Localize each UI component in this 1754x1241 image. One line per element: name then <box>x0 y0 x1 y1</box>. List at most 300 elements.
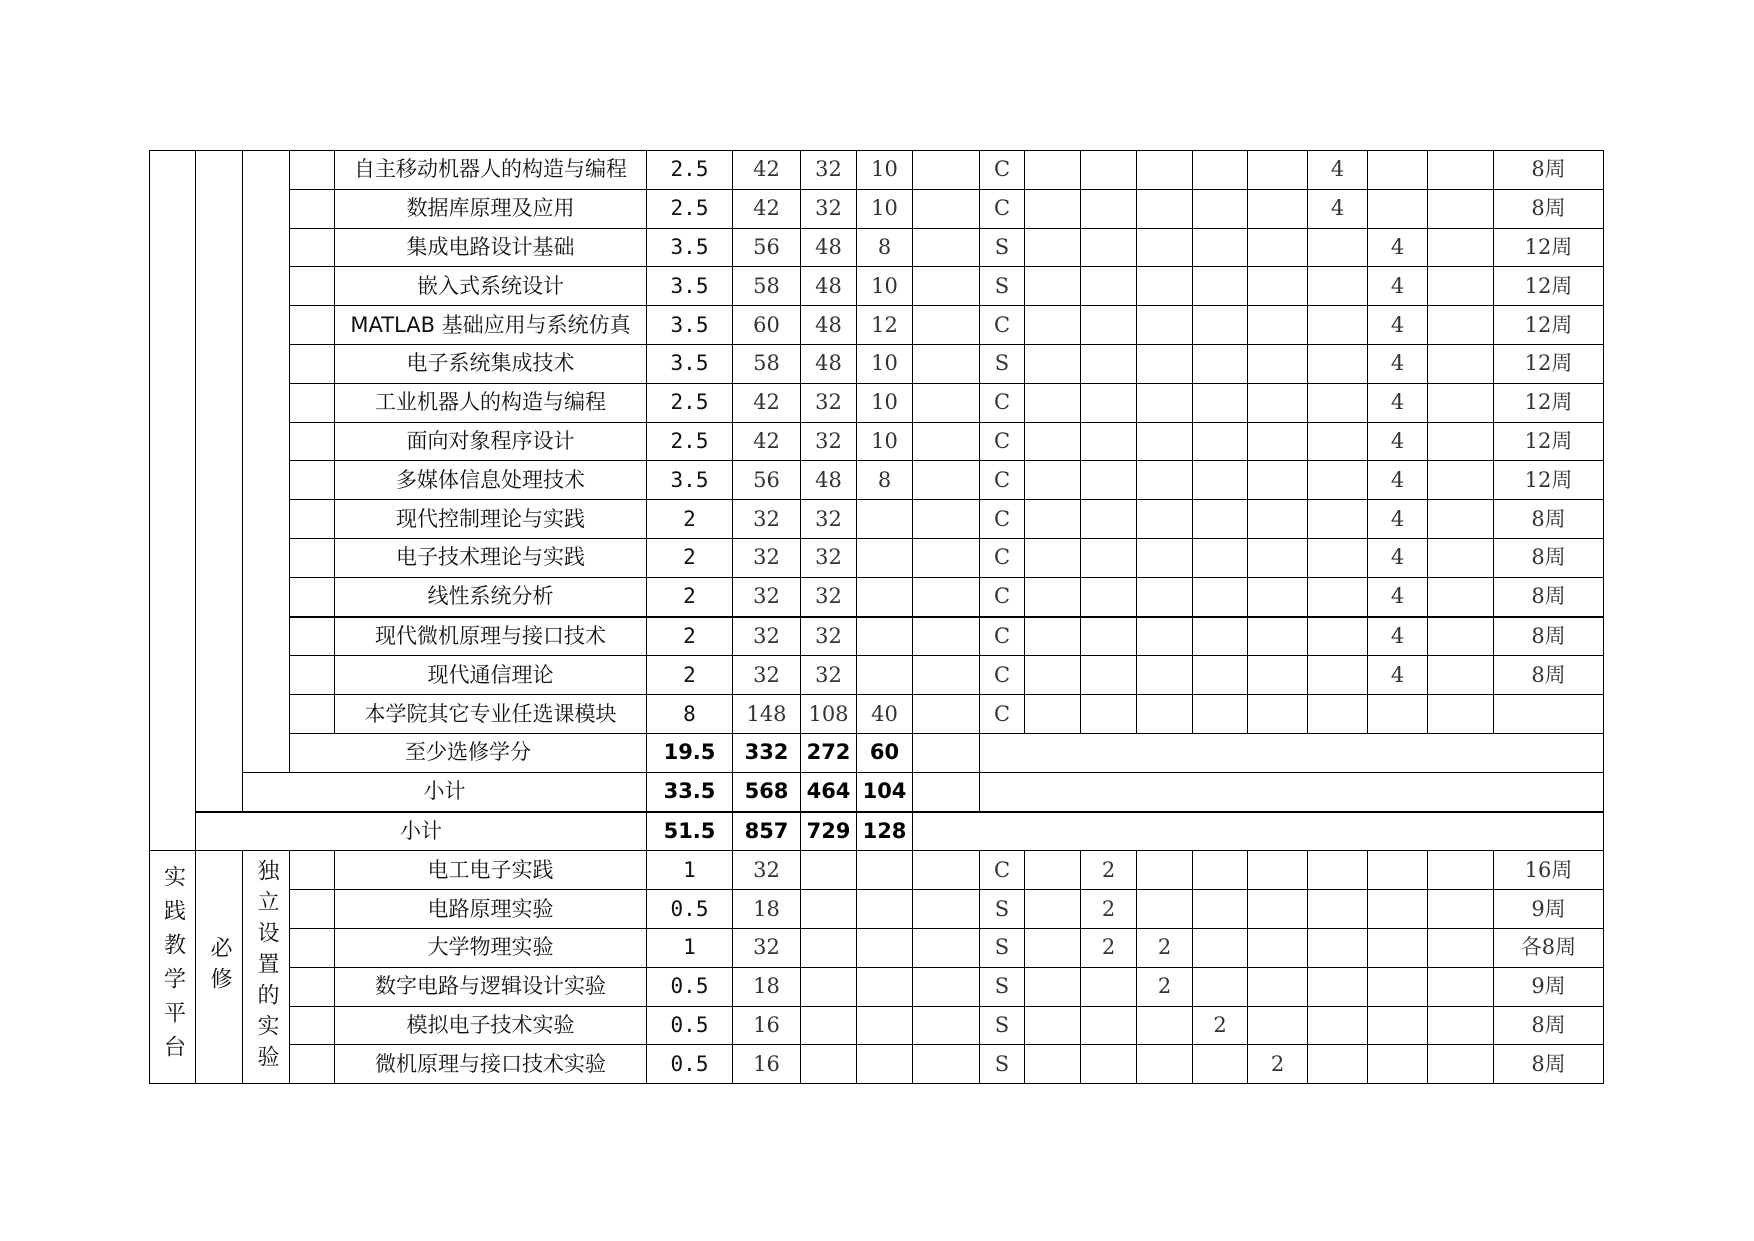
lecture-hours <box>801 928 857 967</box>
blank-cell <box>913 151 980 190</box>
total-hours: 16 <box>733 1006 801 1045</box>
lecture-hours: 32 <box>801 189 857 228</box>
total-hours: 32 <box>733 928 801 967</box>
weeks <box>1494 695 1604 734</box>
blank-cell <box>913 461 980 500</box>
semester-cell: 4 <box>1368 306 1428 345</box>
semester-cell <box>1248 928 1308 967</box>
semester-cell <box>1193 695 1248 734</box>
lab-hours: 104 <box>857 772 913 811</box>
total-hours: 32 <box>733 538 801 577</box>
semester-cell <box>1428 228 1494 267</box>
table-row <box>150 344 1604 383</box>
total-hours: 332 <box>733 733 801 772</box>
semester-cell <box>1308 1006 1368 1045</box>
semester-cell <box>1025 967 1081 1006</box>
practice-row <box>150 851 1604 890</box>
semester-cell <box>1025 151 1081 190</box>
table-row <box>150 656 1604 695</box>
lab-hours: 10 <box>857 383 913 422</box>
semester-cell <box>1428 306 1494 345</box>
table-row <box>150 151 1604 190</box>
weeks: 12周 <box>1494 461 1604 500</box>
weeks: 8周 <box>1494 538 1604 577</box>
semester-cell <box>1308 500 1368 539</box>
lab-hours: 12 <box>857 306 913 345</box>
lab-hours <box>857 538 913 577</box>
weeks: 16周 <box>1494 851 1604 890</box>
assessment-type: C <box>980 577 1025 616</box>
assessment-type: S <box>980 890 1025 929</box>
semester-cell: 4 <box>1368 461 1428 500</box>
semester-cell <box>1308 617 1368 656</box>
table-row <box>150 189 1604 228</box>
lab-hours <box>857 890 913 929</box>
course-name: 工业机器人的构造与编程 <box>335 383 647 422</box>
assessment-type: C <box>980 383 1025 422</box>
lecture-hours: 464 <box>801 772 857 811</box>
semester-cell <box>1137 538 1193 577</box>
lecture-hours: 32 <box>801 656 857 695</box>
practice-row <box>150 1006 1604 1045</box>
semester-cell <box>1081 1045 1137 1084</box>
min-elective-label: 至少选修学分 <box>290 733 647 772</box>
credit: 1 <box>647 928 733 967</box>
category-label: 独立设置的实验 <box>254 858 279 1076</box>
lecture-hours: 32 <box>801 500 857 539</box>
blank-cell <box>913 1045 980 1084</box>
total-hours: 58 <box>733 267 801 306</box>
weeks: 8周 <box>1494 500 1604 539</box>
semester-cell <box>1428 851 1494 890</box>
lab-hours <box>857 967 913 1006</box>
blank-cell <box>913 189 980 228</box>
curriculum-table <box>149 150 1604 1084</box>
semester-cell <box>1193 928 1248 967</box>
credit: 33.5 <box>647 772 733 811</box>
semester-cell <box>1248 967 1308 1006</box>
semester-cell <box>1193 967 1248 1006</box>
semester-cell <box>1137 306 1193 345</box>
table-row <box>150 500 1604 539</box>
semester-cell <box>1308 267 1368 306</box>
semester-cell <box>1025 461 1081 500</box>
blank-cell <box>913 656 980 695</box>
semester-cell <box>1081 228 1137 267</box>
blank-cell <box>913 538 980 577</box>
semester-cell <box>1081 189 1137 228</box>
lecture-hours: 48 <box>801 267 857 306</box>
semester-cell <box>1193 851 1248 890</box>
course-name: 电子系统集成技术 <box>335 344 647 383</box>
total-hours: 32 <box>733 617 801 656</box>
credit: 2 <box>647 656 733 695</box>
blank-cell <box>913 695 980 734</box>
semester-cell <box>1248 422 1308 461</box>
blank-cell <box>290 1045 335 1084</box>
lab-hours: 10 <box>857 267 913 306</box>
semester-cell: 4 <box>1368 267 1428 306</box>
blank-cell <box>913 772 980 811</box>
assessment-type: S <box>980 267 1025 306</box>
semester-cell <box>1025 383 1081 422</box>
semester-cell <box>1081 656 1137 695</box>
assessment-type: C <box>980 422 1025 461</box>
semester-cell: 4 <box>1368 228 1428 267</box>
weeks: 8周 <box>1494 189 1604 228</box>
lab-hours <box>857 656 913 695</box>
semester-cell <box>1428 461 1494 500</box>
semester-cell <box>1248 1006 1308 1045</box>
total-hours: 32 <box>733 500 801 539</box>
semester-cell <box>1025 228 1081 267</box>
credit: 0.5 <box>647 967 733 1006</box>
semester-cell <box>1025 656 1081 695</box>
lecture-hours: 48 <box>801 461 857 500</box>
lab-hours <box>857 577 913 616</box>
subtotal-label: 小计 <box>196 812 647 851</box>
semester-cell <box>1193 500 1248 539</box>
course-name: 面向对象程序设计 <box>335 422 647 461</box>
practice-row <box>150 890 1604 929</box>
blank-cell <box>290 1006 335 1045</box>
semester-cell <box>1137 383 1193 422</box>
semester-cell <box>1081 383 1137 422</box>
lab-hours: 8 <box>857 228 913 267</box>
semester-cell <box>1248 461 1308 500</box>
weeks: 8周 <box>1494 1006 1604 1045</box>
required-label-cell <box>196 851 243 1084</box>
blank-cell <box>913 890 980 929</box>
blank-cell <box>913 267 980 306</box>
semester-cell <box>1081 267 1137 306</box>
blank-cell <box>290 267 335 306</box>
semester-cell <box>1081 422 1137 461</box>
blank-cell <box>290 851 335 890</box>
weeks: 12周 <box>1494 422 1604 461</box>
semester-cell <box>1368 967 1428 1006</box>
semester-cell <box>1081 151 1137 190</box>
lecture-hours <box>801 851 857 890</box>
credit: 3.5 <box>647 344 733 383</box>
lab-hours: 10 <box>857 344 913 383</box>
semester-cell: 2 <box>1248 1045 1308 1084</box>
weeks: 9周 <box>1494 890 1604 929</box>
semester-cell <box>1428 344 1494 383</box>
semester-cell <box>1428 617 1494 656</box>
semester-cell <box>1081 967 1137 1006</box>
lab-hours <box>857 617 913 656</box>
total-hours: 32 <box>733 851 801 890</box>
semester-cell <box>1428 656 1494 695</box>
semester-cell <box>1248 306 1308 345</box>
semester-cell <box>1081 344 1137 383</box>
blank-cell <box>913 306 980 345</box>
semester-cell <box>1368 1045 1428 1084</box>
semester-cell: 4 <box>1368 656 1428 695</box>
lecture-hours <box>801 890 857 929</box>
blank-cell <box>913 500 980 539</box>
practice-row <box>150 1045 1604 1084</box>
semester-cell <box>1081 500 1137 539</box>
course-name: 自主移动机器人的构造与编程 <box>335 151 647 190</box>
practice-row <box>150 967 1604 1006</box>
lab-hours: 40 <box>857 695 913 734</box>
semester-cell <box>1368 1006 1428 1045</box>
total-hours: 568 <box>733 772 801 811</box>
platform-label: 实践教学平台 <box>160 865 186 1070</box>
lecture-hours <box>801 1006 857 1045</box>
semester-cell <box>1428 928 1494 967</box>
semester-cell <box>1193 151 1248 190</box>
total-hours: 58 <box>733 344 801 383</box>
subtotal-label: 小计 <box>243 772 647 811</box>
semester-cell <box>1193 461 1248 500</box>
lab-hours <box>857 1045 913 1084</box>
lecture-hours: 48 <box>801 344 857 383</box>
semester-cell <box>1428 500 1494 539</box>
semester-cell <box>1193 617 1248 656</box>
assessment-type: C <box>980 461 1025 500</box>
assessment-type: C <box>980 617 1025 656</box>
lecture-hours: 108 <box>801 695 857 734</box>
semester-cell <box>1137 500 1193 539</box>
table-row <box>150 228 1604 267</box>
table-row <box>150 267 1604 306</box>
blank-cell <box>290 928 335 967</box>
weeks: 8周 <box>1494 656 1604 695</box>
assessment-type: S <box>980 344 1025 383</box>
semester-cell <box>1368 890 1428 929</box>
semester-cell <box>1193 1045 1248 1084</box>
course-name: 现代通信理论 <box>335 656 647 695</box>
semester-cell <box>1308 695 1368 734</box>
lecture-hours: 272 <box>801 733 857 772</box>
semester-cell <box>1081 695 1137 734</box>
credit: 2 <box>647 577 733 616</box>
total-hours: 56 <box>733 228 801 267</box>
blank-cell <box>913 577 980 616</box>
course-name: 多媒体信息处理技术 <box>335 461 647 500</box>
semester-cell <box>1025 695 1081 734</box>
semester-cell <box>1025 890 1081 929</box>
credit: 8 <box>647 695 733 734</box>
min-elective-row <box>150 733 1604 772</box>
semester-cell <box>1248 656 1308 695</box>
semester-cell <box>1308 461 1368 500</box>
semester-cell <box>1428 577 1494 616</box>
blank-cell <box>290 967 335 1006</box>
blank-cell <box>913 812 1604 851</box>
semester-cell <box>1025 617 1081 656</box>
semester-cell <box>1428 538 1494 577</box>
course-name: 集成电路设计基础 <box>335 228 647 267</box>
lab-hours: 8 <box>857 461 913 500</box>
table-row <box>150 461 1604 500</box>
lecture-hours: 32 <box>801 383 857 422</box>
blank-cell <box>290 383 335 422</box>
total-hours: 16 <box>733 1045 801 1084</box>
credit: 2.5 <box>647 422 733 461</box>
lab-hours <box>857 500 913 539</box>
course-name: 微机原理与接口技术实验 <box>335 1045 647 1084</box>
credit: 3.5 <box>647 306 733 345</box>
semester-cell <box>1248 500 1308 539</box>
practice-row <box>150 928 1604 967</box>
weeks: 12周 <box>1494 383 1604 422</box>
semester-cell <box>1248 344 1308 383</box>
table-row <box>150 617 1604 656</box>
semester-cell <box>1428 890 1494 929</box>
lecture-hours: 32 <box>801 538 857 577</box>
semester-cell <box>1248 890 1308 929</box>
semester-cell <box>1428 422 1494 461</box>
semester-cell <box>1248 151 1308 190</box>
table-row <box>150 422 1604 461</box>
total-hours: 56 <box>733 461 801 500</box>
assessment-type: C <box>980 189 1025 228</box>
semester-cell: 4 <box>1308 189 1368 228</box>
course-name: 嵌入式系统设计 <box>335 267 647 306</box>
credit: 0.5 <box>647 1006 733 1045</box>
semester-cell <box>1308 538 1368 577</box>
semester-cell <box>1193 656 1248 695</box>
semester-cell <box>1025 422 1081 461</box>
assessment-type: C <box>980 538 1025 577</box>
lecture-hours <box>801 1045 857 1084</box>
course-name: 电路原理实验 <box>335 890 647 929</box>
weeks: 12周 <box>1494 228 1604 267</box>
weeks: 8周 <box>1494 577 1604 616</box>
type-cell-upper <box>196 151 243 812</box>
semester-cell <box>1081 1006 1137 1045</box>
semester-cell <box>1193 189 1248 228</box>
semester-cell: 4 <box>1368 383 1428 422</box>
category-label-cell <box>243 851 290 1084</box>
weeks: 9周 <box>1494 967 1604 1006</box>
semester-cell <box>1025 189 1081 228</box>
blank-cell <box>290 228 335 267</box>
semester-cell <box>1308 422 1368 461</box>
lab-hours: 10 <box>857 151 913 190</box>
credit: 0.5 <box>647 890 733 929</box>
credit: 3.5 <box>647 267 733 306</box>
semester-cell <box>1137 1045 1193 1084</box>
assessment-type: C <box>980 656 1025 695</box>
weeks: 8周 <box>1494 617 1604 656</box>
credit: 2.5 <box>647 189 733 228</box>
blank-cell <box>290 538 335 577</box>
assessment-type: S <box>980 967 1025 1006</box>
blank-cell <box>913 928 980 967</box>
blank-cell <box>290 151 335 190</box>
lecture-hours: 32 <box>801 151 857 190</box>
semester-cell: 4 <box>1308 151 1368 190</box>
assessment-type: C <box>980 851 1025 890</box>
semester-cell: 4 <box>1368 422 1428 461</box>
semester-cell: 4 <box>1368 500 1428 539</box>
blank-cell <box>913 851 980 890</box>
total-hours: 148 <box>733 695 801 734</box>
blank-cell <box>290 461 335 500</box>
course-name: 本学院其它专业任选课模块 <box>335 695 647 734</box>
platform-label-cell <box>150 851 196 1084</box>
blank-cell <box>913 228 980 267</box>
lecture-hours: 729 <box>801 812 857 851</box>
lecture-hours: 32 <box>801 422 857 461</box>
semester-cell <box>1081 538 1137 577</box>
category-cell-upper <box>243 151 290 773</box>
semester-cell <box>1428 695 1494 734</box>
course-name: 模拟电子技术实验 <box>335 1006 647 1045</box>
lecture-hours <box>801 967 857 1006</box>
total-hours: 857 <box>733 812 801 851</box>
table-row <box>150 538 1604 577</box>
semester-cell <box>1248 383 1308 422</box>
semester-cell <box>1193 422 1248 461</box>
total-hours: 32 <box>733 577 801 616</box>
semester-cell <box>1248 267 1308 306</box>
semester-cell <box>1025 1006 1081 1045</box>
course-name: 现代控制理论与实践 <box>335 500 647 539</box>
semester-cell <box>1248 228 1308 267</box>
semester-cell <box>1137 189 1193 228</box>
credit: 1 <box>647 851 733 890</box>
weeks: 12周 <box>1494 306 1604 345</box>
semester-cell <box>1137 851 1193 890</box>
semester-cell <box>1193 890 1248 929</box>
semester-cell <box>1137 695 1193 734</box>
lecture-hours: 32 <box>801 577 857 616</box>
weeks: 8周 <box>1494 1045 1604 1084</box>
semester-cell <box>1081 617 1137 656</box>
semester-cell: 2 <box>1081 890 1137 929</box>
assessment-type: C <box>980 695 1025 734</box>
total-hours: 42 <box>733 422 801 461</box>
lab-hours: 10 <box>857 422 913 461</box>
credit: 2.5 <box>647 151 733 190</box>
semester-cell <box>1137 656 1193 695</box>
blank-cell <box>290 890 335 929</box>
semester-cell: 2 <box>1137 967 1193 1006</box>
semester-cell <box>1025 928 1081 967</box>
required-label: 必修 <box>207 936 232 999</box>
lab-hours <box>857 1006 913 1045</box>
semester-cell <box>1368 695 1428 734</box>
subtotal-row-outer <box>150 812 1604 851</box>
course-name: 现代微机原理与接口技术 <box>335 617 647 656</box>
blank-cell <box>290 344 335 383</box>
semester-cell <box>1368 189 1428 228</box>
lecture-hours: 48 <box>801 306 857 345</box>
table-row <box>150 577 1604 616</box>
blank-cell <box>913 967 980 1006</box>
course-name: 线性系统分析 <box>335 577 647 616</box>
semester-cell <box>1137 267 1193 306</box>
course-name: 电工电子实践 <box>335 851 647 890</box>
table-row <box>150 306 1604 345</box>
blank-cell <box>913 733 980 772</box>
semester-cell <box>1428 383 1494 422</box>
semester-cell <box>1193 538 1248 577</box>
assessment-type: C <box>980 306 1025 345</box>
blank-cell <box>913 344 980 383</box>
semester-cell <box>1025 538 1081 577</box>
course-name: 数据库原理及应用 <box>335 189 647 228</box>
course-name: 数字电路与逻辑设计实验 <box>335 967 647 1006</box>
semester-cell <box>1308 577 1368 616</box>
blank-cell <box>290 306 335 345</box>
